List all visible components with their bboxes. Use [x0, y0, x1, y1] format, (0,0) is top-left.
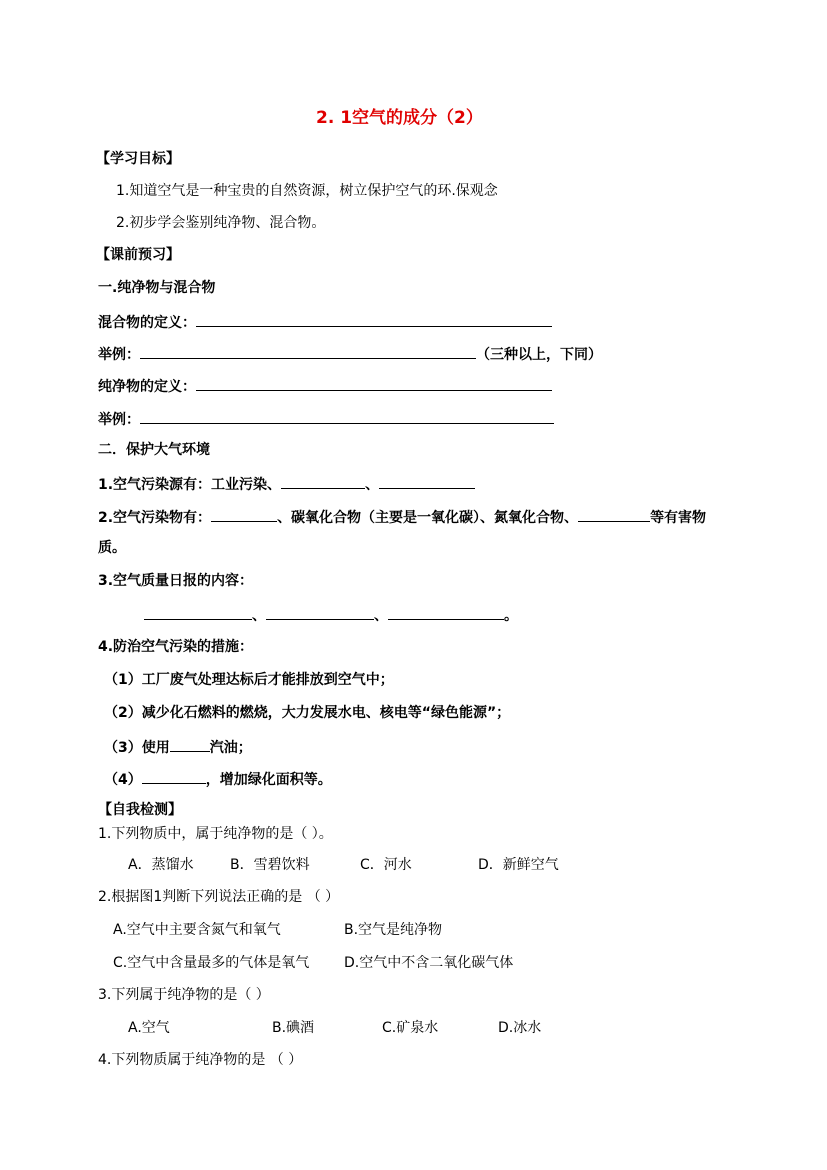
q2-middle: 、碳氧化合物（主要是一氧化碳）、氮氧化合物、	[277, 510, 579, 526]
option[interactable]: C.空气中含量最多的气体是氧气	[113, 955, 310, 971]
period: 。	[504, 608, 518, 624]
measure-3-suffix: 汽油；	[209, 740, 252, 756]
option[interactable]: A.空气	[128, 1020, 170, 1036]
separator: 、	[252, 608, 266, 624]
example2-label: 举例：	[98, 412, 140, 428]
page-title: 2. 1空气的成分（2）	[316, 108, 483, 128]
option[interactable]: D．新鲜空气	[478, 857, 559, 873]
goal-item: 1.知道空气是一种宝贵的自然资源，树立保护空气的环.保观念	[116, 183, 498, 199]
question-stem: 1.下列物质中，属于纯净物的是（ ）。	[98, 826, 333, 842]
pure-definition-line	[98, 375, 552, 397]
measure-4-prefix: （4）	[104, 772, 142, 788]
measure-item-4	[104, 768, 332, 790]
self-check-heading: 【自我检测】	[98, 802, 182, 818]
answer-blank[interactable]	[211, 506, 277, 522]
q3-text: 3.空气质量日报的内容：	[98, 573, 254, 589]
answer-blank[interactable]	[388, 604, 504, 620]
answer-blank[interactable]	[578, 506, 650, 522]
measure-item: （1）工厂废气处理达标后才能排放到空气中；	[104, 672, 394, 688]
example1-label: 举例：	[98, 347, 140, 363]
answer-blank[interactable]	[142, 768, 206, 784]
option[interactable]: C.矿泉水	[382, 1020, 439, 1036]
example1-note: （三种以上，下同）	[476, 347, 602, 363]
example1-line	[98, 343, 602, 365]
answer-blank[interactable]	[144, 604, 252, 620]
option[interactable]: D.空气中不含二氧化碳气体	[344, 955, 514, 971]
q1-text: 1.空气污染源有：工业污染、	[98, 477, 282, 493]
option[interactable]: A.空气中主要含氮气和氧气	[113, 922, 281, 938]
answer-blank[interactable]	[281, 473, 365, 489]
pure-definition-label: 纯净物的定义：	[98, 379, 196, 395]
answer-blank[interactable]	[266, 604, 374, 620]
measure-4-suffix: ，增加绿化面积等。	[205, 772, 332, 788]
q1-line	[98, 473, 475, 495]
mixture-definition-line	[98, 311, 552, 333]
measure-item: （2）减少化石燃料的燃烧，大力发展水电、核电等“绿色能源”；	[104, 705, 511, 721]
answer-blank[interactable]	[140, 343, 476, 359]
option[interactable]: B.碘酒	[272, 1020, 315, 1036]
mixture-definition-label: 混合物的定义：	[98, 315, 196, 331]
answer-blank[interactable]	[196, 311, 552, 327]
section1-title: 一.纯净物与混合物	[98, 280, 216, 296]
question-stem: 2.根据图1判断下列说法正确的是 （ ）	[98, 889, 340, 905]
q2-continuation: 质。	[98, 540, 126, 556]
separator: 、	[365, 477, 380, 493]
section2-title: 二．保护大气环境	[98, 442, 210, 458]
q2-line	[98, 506, 706, 528]
measure-item-3	[104, 736, 252, 758]
answer-blank[interactable]	[379, 473, 475, 489]
q4-text: 4.防治空气污染的措施：	[98, 639, 254, 655]
measure-3-prefix: （3）使用	[104, 740, 170, 756]
goals-heading: 【学习目标】	[96, 151, 180, 167]
question-stem: 3.下列属于纯净物的是（ ）	[98, 987, 270, 1003]
option[interactable]: D.冰水	[498, 1020, 542, 1036]
option[interactable]: B.空气是纯净物	[344, 922, 443, 938]
question-stem: 4.下列物质属于纯净物的是 （ ）	[98, 1052, 303, 1068]
option[interactable]: C．河水	[360, 857, 412, 873]
answer-blank[interactable]	[140, 408, 554, 424]
goal-item: 2.初步学会鉴别纯净物、混合物。	[116, 215, 326, 231]
q2-end: 等有害物	[650, 510, 707, 526]
answer-blank[interactable]	[170, 736, 210, 752]
option[interactable]: A．蒸馏水	[128, 857, 194, 873]
q3-blanks-line	[144, 604, 518, 626]
answer-blank[interactable]	[196, 375, 552, 391]
separator: 、	[374, 608, 388, 624]
example2-line	[98, 408, 554, 430]
preview-heading: 【课前预习】	[96, 247, 180, 263]
q2-text: 2.空气污染物有：	[98, 510, 212, 526]
option[interactable]: B．雪碧饮料	[230, 857, 310, 873]
